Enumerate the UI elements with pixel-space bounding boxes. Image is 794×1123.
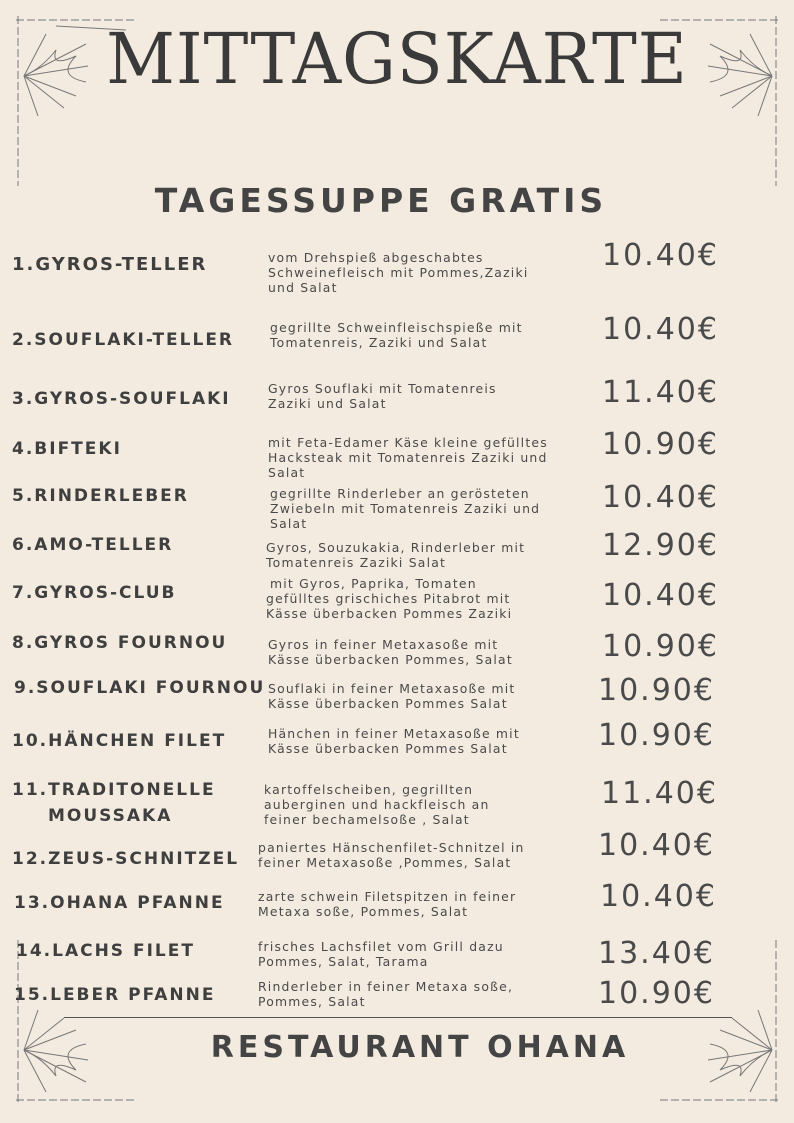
dish-description: paniertes Hänschenfilet-Schnitzel in feiner Metaxasoße ,Pommes, Salat [258, 840, 525, 870]
dish-price: 10.40€ [602, 480, 719, 515]
dish-name: 1.GYROS-TELLER [12, 254, 208, 275]
dish-name: 9.SOUFLAKI FOURNOU [14, 678, 266, 698]
dish-price: 10.40€ [602, 238, 719, 273]
dish-price: 10.90€ [598, 673, 715, 708]
dish-price: 10.90€ [602, 427, 719, 462]
dish-price: 10.40€ [602, 312, 719, 347]
dish-name: 14.LACHS FILET [16, 941, 195, 961]
dish-price: 10.40€ [602, 578, 719, 613]
dish-description: Souflaki in feiner Metaxasoße mit Kässe überbacken Pommes Salat [268, 681, 516, 711]
dish-description: Rinderleber in feiner Metaxa soße, Pommes, Salat [258, 979, 514, 1009]
dish-price: 11.40€ [601, 776, 718, 811]
dish-name: 8.GYROS FOURNOU [12, 633, 228, 653]
dish-name: 5.RINDERLEBER [12, 486, 189, 506]
dish-price: 10.90€ [598, 718, 715, 753]
dish-name: 4.BIFTEKI [12, 439, 122, 459]
dish-description: Gyros in feiner Metaxasoße mit Kässe überbacken Pommes, Salat [268, 637, 513, 667]
dish-name: 11.TRADITONELLE MOUSSAKA [12, 780, 216, 826]
dish-name: 6.AMO-TELLER [12, 535, 174, 555]
dish-description: mit Feta-Edamer Käse kleine gefülltes Hacksteak mit Tomatenreis Zaziki und Salat [268, 435, 548, 480]
sunburst-corner-icon [16, 940, 136, 1105]
dish-description: zarte schwein Filetspitzen in feiner Metaxa soße, Pommes, Salat [258, 889, 517, 919]
dish-description: frisches Lachsfilet vom Grill dazu Pommes, Salat, Tarama [258, 939, 504, 969]
dish-name: 7.GYROS-CLUB [12, 583, 177, 603]
dish-price: 11.40€ [602, 375, 719, 410]
dish-description: gegrillte Schweinfleischspieße mit Tomatenreis, Zaziki und Salat [270, 320, 523, 350]
dish-name: 12.ZEUS-SCHNITZEL [12, 849, 240, 869]
dish-description: Gyros, Souzukakia, Rinderleber mit Tomatenreis Zaziki Salat [266, 540, 526, 570]
dish-price: 10.40€ [600, 879, 717, 914]
dish-description: Hänchen in feiner Metaxasoße mit Kässe überbacken Pommes Salat [268, 726, 520, 756]
dish-price: 13.40€ [598, 936, 715, 971]
page-title: MITTAGSKARTE [106, 18, 688, 100]
footer-divider [64, 1017, 732, 1018]
dish-description: vom Drehspieß abgeschabtes Schweinefleisch mit Pommes,Zaziki und Salat [268, 250, 529, 295]
dish-price: 10.90€ [602, 629, 719, 664]
dish-description: kartoffelscheiben, gegrillten auberginen und hackfleisch an feiner bechamelsoße , Salat [264, 782, 490, 827]
dish-name: 15.LEBER PFANNE [14, 985, 216, 1005]
restaurant-name: RESTAURANT OHANA [210, 1030, 630, 1065]
dish-price: 10.90€ [598, 976, 715, 1011]
dish-price: 12.90€ [602, 528, 719, 563]
dish-name: 2.SOUFLAKI-TELLER [12, 330, 235, 350]
dish-name: 13.OHANA PFANNE [14, 893, 225, 913]
dish-price: 10.40€ [598, 828, 715, 863]
dish-description: gegrillte Rinderleber an gerösteten Zwiebeln mit Tomatenreis Zaziki und Salat [270, 486, 541, 531]
dish-description: Gyros Souflaki mit Tomatenreis Zaziki und Salat [268, 381, 497, 411]
page-subtitle: TAGESSUPPE GRATIS [154, 181, 608, 220]
dish-description: mit Gyros, Paprika, Tomaten gefülltes grischiches Pitabrot mit Kässe überbacken Pommes Zaziki [266, 576, 513, 621]
dish-name: 3.GYROS-SOUFLAKI [12, 389, 231, 409]
dish-name: 10.HÄNCHEN FILET [12, 731, 227, 751]
